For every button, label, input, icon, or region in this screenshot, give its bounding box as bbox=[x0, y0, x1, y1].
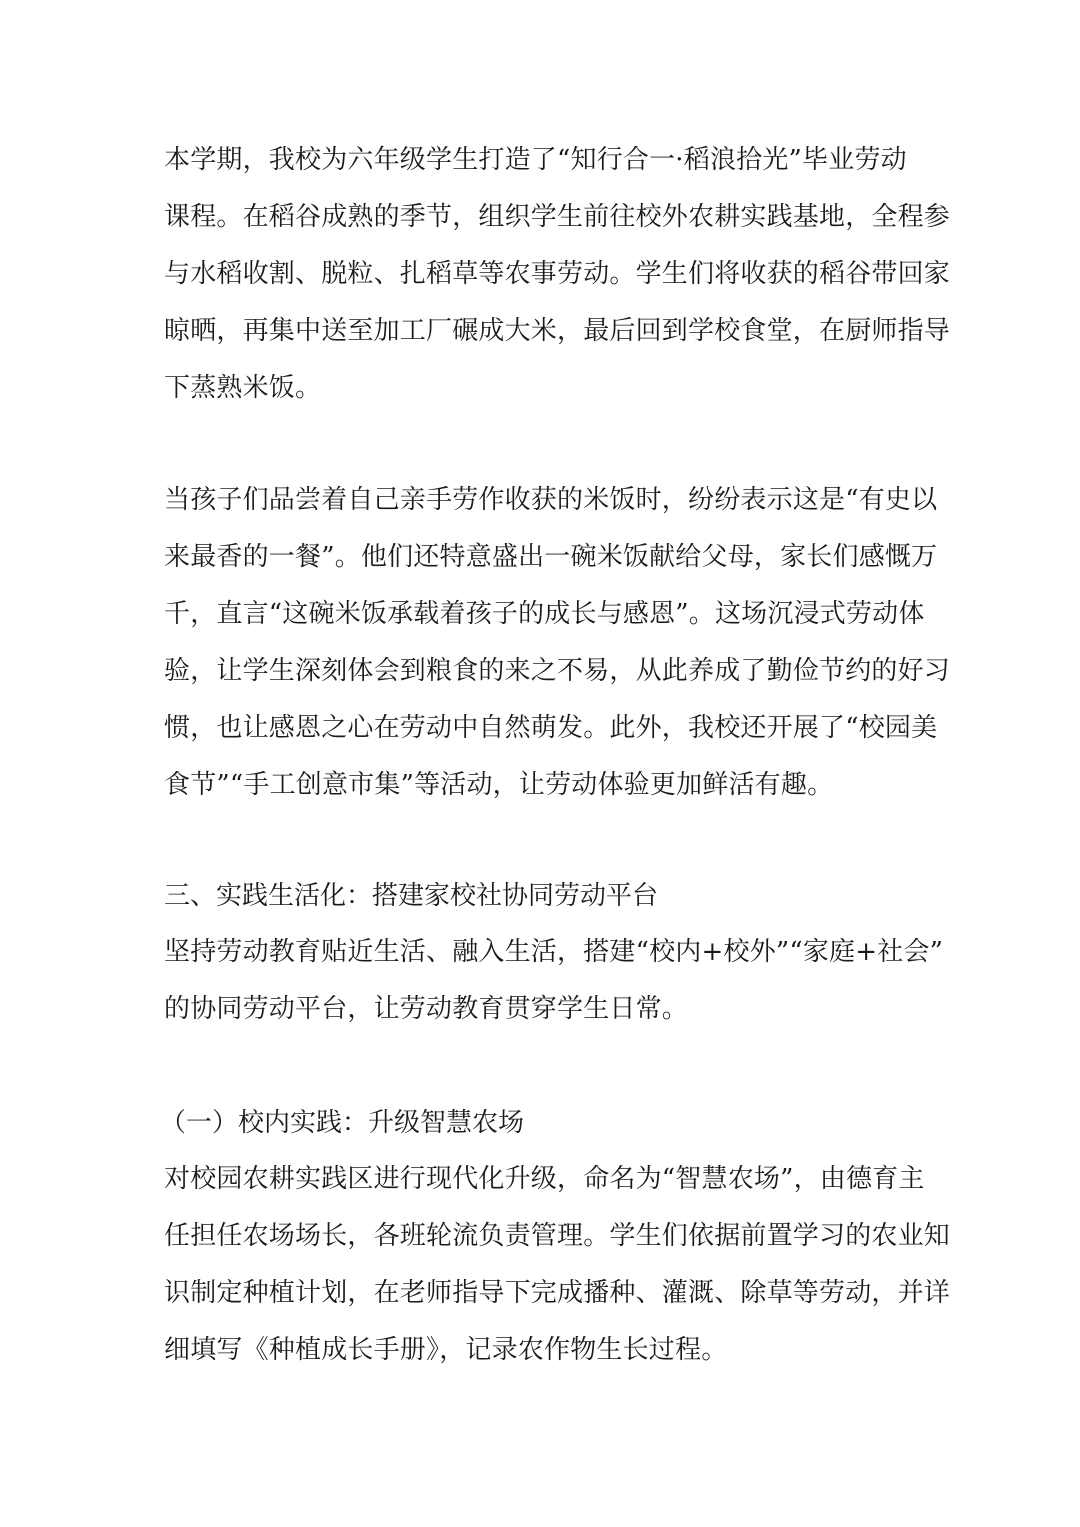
subsection-heading: （一）校内实践：升级智慧农场 bbox=[160, 1108, 525, 1138]
paragraph2-line: 惯，也让感恩之心在劳动中自然萌发。此外，我校还开展了“校园美 bbox=[164, 713, 938, 743]
paragraph2-line: 当孩子们品尝着自己亲手劳作收获的米饭时，纷纷表示这是“有史以 bbox=[164, 485, 938, 515]
section3-line: 坚持劳动教育贴近生活、融入生活，搭建“校内+校外”“家庭+社会” bbox=[164, 937, 944, 967]
subsection1-line: 任担任农场场长，各班轮流负责管理。学生们依据前置学习的农业知 bbox=[164, 1221, 951, 1251]
paragraph1-line: 课程。在稻谷成熟的季节，组织学生前往校外农耕实践基地，全程参 bbox=[164, 202, 951, 232]
section-heading: 三、实践生活化：搭建家校社协同劳动平台 bbox=[164, 881, 659, 911]
paragraph2-line: 千，直言“这碗米饭承载着孩子的成长与感恩”。这场沉浸式劳动体 bbox=[164, 599, 925, 629]
paragraph2-line: 食节”“手工创意市集”等活动，让劳动体验更加鲜活有趣。 bbox=[164, 770, 834, 800]
paragraph1-line: 下蒸熟米饭。 bbox=[164, 373, 322, 403]
subsection1-line: 识制定种植计划，在老师指导下完成播种、灌溉、除草等劳动，并详 bbox=[164, 1278, 951, 1308]
paragraph2-line: 来最香的一餐”。他们还特意盛出一碗米饭献给父母，家长们感慨万 bbox=[164, 542, 938, 572]
subsection1-line: 细填写《种植成长手册》，记录农作物生长过程。 bbox=[164, 1335, 728, 1365]
section3-line: 的协同劳动平台，让劳动教育贯穿学生日常。 bbox=[164, 994, 689, 1024]
paragraph2-line: 验，让学生深刻体会到粮食的来之不易，从此养成了勤俭节约的好习 bbox=[164, 656, 951, 686]
paragraph1-line: 与水稻收割、脱粒、扎稻草等农事劳动。学生们将收获的稻谷带回家 bbox=[164, 259, 951, 289]
subsection1-line: 对校园农耕实践区进行现代化升级，命名为“智慧农场”，由德育主 bbox=[164, 1164, 925, 1194]
paragraph1-line: 本学期，我校为六年级学生打造了“知行合一·稻浪拾光”毕业劳动 bbox=[164, 145, 907, 175]
paragraph1-line: 晾晒，再集中送至加工厂碾成大米，最后回到学校食堂，在厨师指导 bbox=[164, 316, 951, 346]
